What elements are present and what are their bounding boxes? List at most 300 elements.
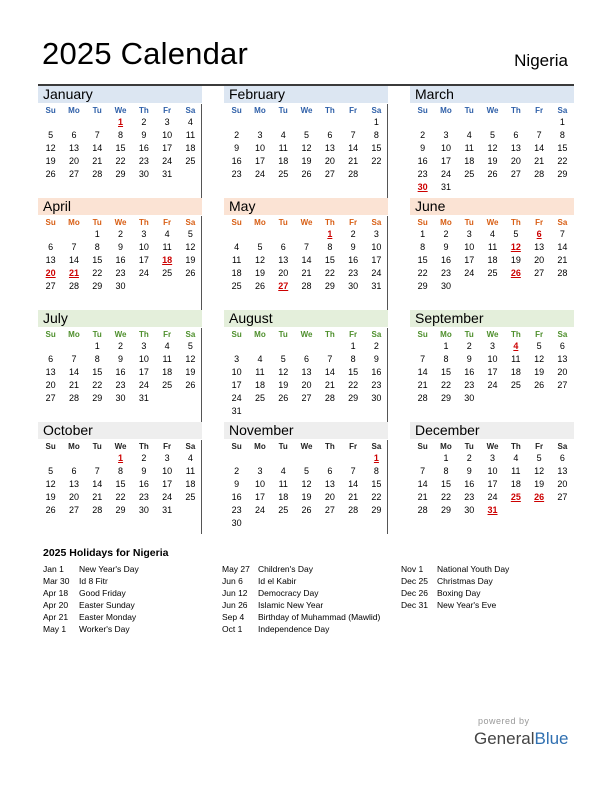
day-cell: 11 xyxy=(464,143,474,153)
holiday-date: Dec 31 xyxy=(401,600,428,610)
weekday-label: Fr xyxy=(349,218,358,227)
day-cell: 2 xyxy=(466,453,472,463)
day-cell: 28 xyxy=(68,281,79,291)
day-cell: 1 xyxy=(420,229,426,239)
day-cell: 25 xyxy=(185,492,196,502)
day-cell: 20 xyxy=(557,367,568,377)
holiday-name: New Year's Day xyxy=(79,564,139,574)
day-cell: 13 xyxy=(301,367,312,377)
day-cell: 8 xyxy=(559,130,565,140)
day-cell: 9 xyxy=(373,354,379,364)
day-cell: 27 xyxy=(510,169,521,179)
weekday-label: Fr xyxy=(535,218,544,227)
day-cell: 15 xyxy=(115,479,126,489)
day-cell: 18 xyxy=(464,156,475,166)
day-cell: 4 xyxy=(187,117,193,127)
day-cell: 20 xyxy=(324,156,335,166)
month-name: December xyxy=(410,422,574,439)
weekday-label: Th xyxy=(510,330,521,339)
day-cell: 17 xyxy=(231,380,242,390)
weekday-header xyxy=(39,217,202,228)
empty-cell xyxy=(272,228,295,241)
weekday-label: Su xyxy=(417,106,428,115)
day-cell: 23 xyxy=(464,492,475,502)
day-cell: 24 xyxy=(254,169,265,179)
day-cell: 5 xyxy=(304,466,310,476)
holiday-column xyxy=(401,563,509,611)
day-cell: 8 xyxy=(443,466,449,476)
day-cell: 17 xyxy=(254,156,265,166)
day-cell: 21 xyxy=(417,492,428,502)
day-cell: 7 xyxy=(559,229,565,239)
day-cell: 12 xyxy=(301,143,312,153)
day-cell: 4 xyxy=(257,354,263,364)
day-cell: 27 xyxy=(557,492,568,502)
day-cell: 15 xyxy=(115,143,126,153)
day-cell: 5 xyxy=(48,130,54,140)
weekday-label: Tu xyxy=(278,442,288,451)
brand-general: General xyxy=(474,729,535,748)
day-cell: 3 xyxy=(257,130,263,140)
weekday-label: Tu xyxy=(278,218,288,227)
day-cell: 5 xyxy=(187,341,193,351)
column-divider xyxy=(201,440,202,534)
holidays-title: 2025 Holidays for Nigeria xyxy=(43,547,169,559)
day-cell: 21 xyxy=(348,156,359,166)
day-grid xyxy=(39,452,202,517)
weekday-label: Tu xyxy=(464,106,474,115)
weekday-label: Fr xyxy=(163,106,172,115)
holiday-name: Boxing Day xyxy=(437,588,481,598)
holiday-name: Democracy Day xyxy=(258,588,319,598)
day-cell: 10 xyxy=(138,354,149,364)
day-cell: 25 xyxy=(487,268,498,278)
day-cell: 16 xyxy=(464,367,475,377)
day-cell: 5 xyxy=(536,453,542,463)
day-cell: 24 xyxy=(231,393,242,403)
day-cell: 6 xyxy=(559,453,565,463)
empty-cell xyxy=(295,340,318,353)
day-cell: 10 xyxy=(254,143,265,153)
day-cell: 26 xyxy=(185,268,196,278)
holiday-entry xyxy=(222,599,380,611)
day-cell: 14 xyxy=(417,367,428,377)
day-cell: 7 xyxy=(94,130,100,140)
day-grid xyxy=(39,228,202,293)
day-cell: 26 xyxy=(278,393,289,403)
day-cell: 30 xyxy=(115,281,126,291)
day-cell: 20 xyxy=(68,156,79,166)
day-cell: 29 xyxy=(440,505,451,515)
day-cell: 8 xyxy=(94,354,100,364)
column-divider xyxy=(201,104,202,198)
month-name: October xyxy=(38,422,202,439)
day-cell: 16 xyxy=(464,479,475,489)
weekday-label: Sa xyxy=(185,442,196,451)
day-cell: 3 xyxy=(164,117,170,127)
day-cell: 27 xyxy=(324,505,335,515)
day-cell: 30 xyxy=(138,169,149,179)
holiday-day: 1 xyxy=(118,117,124,127)
quarter-row xyxy=(38,198,574,310)
day-cell: 5 xyxy=(490,130,496,140)
day-cell: 19 xyxy=(185,367,196,377)
weekday-header xyxy=(225,217,388,228)
day-cell: 17 xyxy=(162,143,173,153)
day-cell: 23 xyxy=(348,268,359,278)
calendar-grid xyxy=(38,86,574,534)
weekday-label: Th xyxy=(324,106,335,115)
day-cell: 16 xyxy=(440,255,451,265)
day-cell: 3 xyxy=(466,229,472,239)
day-cell: 27 xyxy=(557,380,568,390)
holiday-entry xyxy=(43,623,139,635)
holiday-name: Independence Day xyxy=(258,624,330,634)
holiday-day: 20 xyxy=(45,268,56,278)
holiday-entry xyxy=(401,587,509,599)
day-cell: 3 xyxy=(490,341,496,351)
day-cell: 18 xyxy=(185,479,196,489)
day-cell: 14 xyxy=(92,143,103,153)
day-cell: 5 xyxy=(257,242,263,252)
day-cell: 7 xyxy=(304,242,310,252)
weekday-label: Tu xyxy=(278,106,288,115)
quarter-row xyxy=(38,422,574,534)
quarter-row xyxy=(38,310,574,422)
quarter-row xyxy=(38,86,574,198)
day-cell: 10 xyxy=(371,242,382,252)
day-cell: 19 xyxy=(534,479,545,489)
holiday-entry xyxy=(43,563,139,575)
day-cell: 18 xyxy=(231,268,242,278)
day-cell: 6 xyxy=(513,130,519,140)
column-divider xyxy=(387,216,388,310)
month-name: May xyxy=(224,198,388,215)
day-cell: 30 xyxy=(440,281,451,291)
day-cell: 23 xyxy=(115,380,126,390)
day-cell: 28 xyxy=(92,169,103,179)
holiday-entry xyxy=(43,587,139,599)
day-cell: 23 xyxy=(371,380,382,390)
holiday-date: Oct 1 xyxy=(222,624,243,634)
empty-cell xyxy=(225,340,248,353)
holiday-name: Islamic New Year xyxy=(258,600,324,610)
column-divider xyxy=(201,216,202,310)
day-cell: 7 xyxy=(350,466,356,476)
weekday-label: Fr xyxy=(349,442,358,451)
day-cell: 19 xyxy=(254,268,265,278)
day-cell: 9 xyxy=(466,466,472,476)
day-cell: 24 xyxy=(371,268,382,278)
day-cell: 7 xyxy=(71,242,77,252)
day-cell: 2 xyxy=(466,341,472,351)
day-cell: 20 xyxy=(534,255,545,265)
day-cell: 20 xyxy=(278,268,289,278)
day-cell: 8 xyxy=(443,354,449,364)
day-cell: 22 xyxy=(557,156,568,166)
holiday-entry xyxy=(401,575,509,587)
holiday-day: 12 xyxy=(510,242,521,252)
month-december xyxy=(410,422,574,517)
day-cell: 15 xyxy=(92,367,103,377)
day-cell: 29 xyxy=(324,281,335,291)
holiday-day: 26 xyxy=(510,268,521,278)
empty-cell xyxy=(62,452,85,465)
day-cell: 30 xyxy=(371,393,382,403)
empty-cell xyxy=(434,116,457,129)
day-cell: 13 xyxy=(278,255,289,265)
day-cell: 13 xyxy=(510,143,521,153)
day-cell: 2 xyxy=(118,341,124,351)
weekday-label: Mo xyxy=(440,330,452,339)
month-september xyxy=(410,310,574,405)
day-cell: 28 xyxy=(324,393,335,403)
day-cell: 2 xyxy=(420,130,426,140)
day-cell: 23 xyxy=(115,268,126,278)
day-cell: 1 xyxy=(94,341,100,351)
holiday-name: Easter Monday xyxy=(79,612,137,622)
day-cell: 28 xyxy=(557,268,568,278)
empty-cell xyxy=(225,228,248,241)
holiday-day: 1 xyxy=(327,229,333,239)
day-cell: 13 xyxy=(534,242,545,252)
weekday-label: Su xyxy=(231,442,242,451)
column-divider xyxy=(387,440,388,534)
day-cell: 30 xyxy=(464,393,475,403)
day-cell: 4 xyxy=(234,242,240,252)
weekday-label: We xyxy=(300,442,313,451)
day-cell: 9 xyxy=(466,354,472,364)
day-cell: 4 xyxy=(490,229,496,239)
day-cell: 8 xyxy=(118,130,124,140)
day-cell: 14 xyxy=(92,479,103,489)
day-cell: 15 xyxy=(371,143,382,153)
day-cell: 6 xyxy=(71,466,77,476)
weekday-label: Tu xyxy=(92,442,102,451)
day-cell: 2 xyxy=(141,453,147,463)
day-grid xyxy=(225,340,388,418)
weekday-label: Tu xyxy=(464,330,474,339)
empty-cell xyxy=(504,116,527,129)
day-cell: 8 xyxy=(118,466,124,476)
holiday-date: Apr 20 xyxy=(43,600,69,610)
weekday-label: Sa xyxy=(371,330,382,339)
day-cell: 29 xyxy=(371,505,382,515)
day-cell: 12 xyxy=(185,354,196,364)
weekday-label: Fr xyxy=(535,106,544,115)
day-cell: 11 xyxy=(487,242,498,252)
day-cell: 9 xyxy=(443,242,449,252)
day-cell: 6 xyxy=(280,242,286,252)
day-cell: 15 xyxy=(417,255,428,265)
day-cell: 10 xyxy=(138,242,149,252)
day-cell: 9 xyxy=(118,242,124,252)
weekday-header xyxy=(411,329,574,340)
day-cell: 2 xyxy=(234,130,240,140)
day-cell: 3 xyxy=(443,130,449,140)
holiday-column xyxy=(43,563,139,635)
day-cell: 5 xyxy=(48,466,54,476)
day-cell: 12 xyxy=(534,354,545,364)
day-cell: 26 xyxy=(185,380,196,390)
empty-cell xyxy=(318,116,341,129)
day-cell: 27 xyxy=(68,169,79,179)
day-cell: 3 xyxy=(373,229,379,239)
day-cell: 22 xyxy=(371,492,382,502)
holiday-entry xyxy=(222,563,380,575)
day-cell: 24 xyxy=(487,492,498,502)
day-cell: 25 xyxy=(162,268,173,278)
day-cell: 11 xyxy=(231,255,242,265)
day-cell: 19 xyxy=(45,492,56,502)
holiday-day: 30 xyxy=(417,182,428,192)
day-cell: 11 xyxy=(255,367,265,377)
weekday-label: Th xyxy=(510,218,521,227)
day-cell: 11 xyxy=(162,354,172,364)
day-cell: 4 xyxy=(164,341,170,351)
weekday-label: Mo xyxy=(254,218,266,227)
weekday-label: Sa xyxy=(557,442,568,451)
day-cell: 4 xyxy=(164,229,170,239)
weekday-label: Sa xyxy=(557,330,568,339)
empty-cell xyxy=(272,340,295,353)
day-grid xyxy=(39,116,202,181)
month-name: February xyxy=(224,86,388,103)
month-name: July xyxy=(38,310,202,327)
weekday-label: Fr xyxy=(163,218,172,227)
weekday-label: Tu xyxy=(278,330,288,339)
day-cell: 24 xyxy=(464,268,475,278)
day-cell: 31 xyxy=(162,505,173,515)
day-cell: 24 xyxy=(162,156,173,166)
day-cell: 17 xyxy=(138,255,149,265)
empty-cell xyxy=(411,116,434,129)
day-cell: 13 xyxy=(68,143,79,153)
day-cell: 8 xyxy=(373,466,379,476)
month-name: April xyxy=(38,198,202,215)
holiday-day: 4 xyxy=(513,341,519,351)
weekday-label: Th xyxy=(138,218,149,227)
empty-cell xyxy=(295,228,318,241)
day-grid xyxy=(411,452,574,517)
weekday-label: We xyxy=(114,218,127,227)
holiday-date: Nov 1 xyxy=(401,564,424,574)
empty-cell xyxy=(341,452,364,465)
day-cell: 10 xyxy=(487,466,498,476)
day-cell: 22 xyxy=(92,380,103,390)
holiday-day: 27 xyxy=(278,281,289,291)
brand-logo[interactable] xyxy=(474,729,569,749)
weekday-label: Fr xyxy=(163,442,172,451)
day-grid xyxy=(411,116,574,194)
day-cell: 10 xyxy=(254,479,265,489)
day-cell: 22 xyxy=(440,380,451,390)
empty-cell xyxy=(341,116,364,129)
month-march xyxy=(410,86,574,194)
weekday-label: Su xyxy=(231,218,242,227)
day-cell: 5 xyxy=(304,130,310,140)
day-cell: 12 xyxy=(254,255,265,265)
day-cell: 10 xyxy=(487,354,498,364)
month-name: November xyxy=(224,422,388,439)
day-cell: 24 xyxy=(138,380,149,390)
weekday-label: Mo xyxy=(254,330,266,339)
day-cell: 12 xyxy=(301,479,312,489)
day-cell: 28 xyxy=(534,169,545,179)
month-name: June xyxy=(410,198,574,215)
day-cell: 10 xyxy=(162,130,173,140)
empty-cell xyxy=(295,116,318,129)
day-grid xyxy=(225,228,388,293)
weekday-header xyxy=(39,441,202,452)
holiday-name: National Youth Day xyxy=(437,564,510,574)
day-cell: 19 xyxy=(534,367,545,377)
day-cell: 27 xyxy=(324,169,335,179)
day-cell: 21 xyxy=(534,156,545,166)
empty-cell xyxy=(248,228,271,241)
day-cell: 7 xyxy=(420,466,426,476)
day-cell: 22 xyxy=(324,268,335,278)
day-cell: 11 xyxy=(162,242,172,252)
page-title: 2025 Calendar xyxy=(42,36,248,71)
day-cell: 28 xyxy=(92,505,103,515)
day-cell: 24 xyxy=(254,505,265,515)
brand-blue: Blue xyxy=(534,729,569,748)
day-cell: 20 xyxy=(68,492,79,502)
month-june xyxy=(410,198,574,293)
day-cell: 23 xyxy=(417,169,428,179)
day-cell: 25 xyxy=(278,505,289,515)
empty-cell xyxy=(39,452,62,465)
day-grid xyxy=(39,340,202,405)
weekday-label: We xyxy=(486,218,499,227)
day-cell: 13 xyxy=(557,466,568,476)
weekday-label: Th xyxy=(510,106,521,115)
weekday-label: Su xyxy=(417,218,428,227)
day-cell: 28 xyxy=(68,393,79,403)
day-cell: 17 xyxy=(162,479,173,489)
empty-cell xyxy=(481,116,504,129)
weekday-label: We xyxy=(486,330,499,339)
day-cell: 3 xyxy=(234,354,240,364)
day-cell: 13 xyxy=(45,367,56,377)
day-cell: 25 xyxy=(254,393,265,403)
day-cell: 4 xyxy=(513,453,519,463)
holiday-day: 31 xyxy=(487,505,498,515)
weekday-label: Sa xyxy=(371,442,382,451)
weekday-header xyxy=(39,329,202,340)
day-cell: 16 xyxy=(138,479,149,489)
day-cell: 1 xyxy=(559,117,565,127)
holiday-name: Birthday of Muhammad (Mawlid) xyxy=(258,612,381,622)
weekday-label: Th xyxy=(510,442,521,451)
day-cell: 11 xyxy=(278,143,288,153)
day-cell: 21 xyxy=(417,380,428,390)
holiday-date: Jan 1 xyxy=(43,564,64,574)
month-name: March xyxy=(410,86,574,103)
day-cell: 10 xyxy=(440,143,451,153)
day-cell: 26 xyxy=(45,169,56,179)
day-cell: 14 xyxy=(68,367,79,377)
day-cell: 8 xyxy=(373,130,379,140)
day-cell: 21 xyxy=(324,380,335,390)
day-cell: 30 xyxy=(138,505,149,515)
day-cell: 14 xyxy=(534,143,545,153)
day-cell: 9 xyxy=(234,479,240,489)
day-cell: 2 xyxy=(141,117,147,127)
day-cell: 27 xyxy=(68,505,79,515)
month-november xyxy=(224,422,388,530)
